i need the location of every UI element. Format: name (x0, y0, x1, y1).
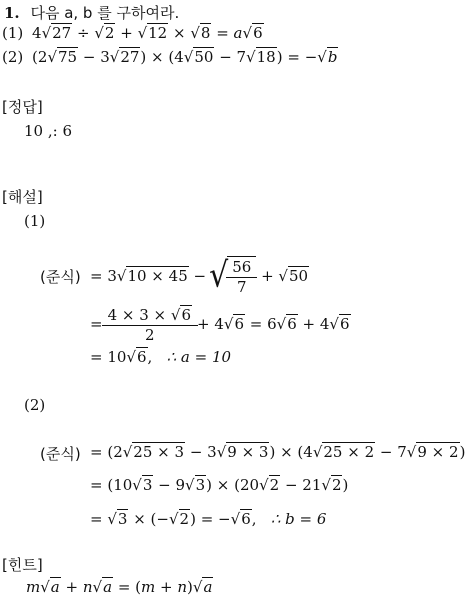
solution-part2-given-label: (준식) (40, 445, 81, 463)
problem-statement: 다음 a, b 를 구하여라. (30, 4, 180, 22)
answer-heading: [정답] (2, 98, 43, 116)
solution-part2-label: (2) (24, 396, 46, 414)
problem-item-2 (2, 48, 338, 66)
solution-part1-step1: = 3√10 × 45 − √ $\frac{56}{7}$ + √50 (90, 255, 309, 296)
problem-number: 1. (4, 4, 20, 22)
problem-item-1-expr: 4√27 ÷ √2 + √12 × √8 = a√6 (32, 24, 263, 42)
problem-item-1 (2, 24, 264, 42)
hint-heading: [힌트] (2, 556, 43, 574)
solution-part1-result: ∴ a = 10 (166, 348, 232, 366)
solution-part1-step2: = $\frac{4 \times 3 \times √6}{2}$ + 4√6 = 6√6 + 4√6 (90, 305, 350, 344)
solution-part2-step1: = (2√25 × 3 − 3√9 × 3) × (4√25 × 2 − 7√9 × 2) (90, 443, 465, 461)
answer-text: 10 ,: 6 (24, 122, 72, 140)
problem-item-2-expr: (2√75 − 3√27) × (4√50 − 7√18) = −√b (32, 48, 338, 66)
solution-heading: [해설] (2, 188, 43, 206)
hint-formula: m√a + n√a = (m + n)√a (26, 578, 213, 596)
solution-part2-result: ∴ b = 6 (270, 510, 327, 528)
solution-part2-step2: = (10√3 − 9√3) × (20√2 − 21√2) (90, 476, 349, 494)
solution-part1-label: (1) (24, 212, 46, 230)
problem-item-1-label: (1) (2, 24, 24, 42)
problem-item-2-label: (2) (2, 48, 24, 66)
problem-header (4, 2, 179, 23)
solution-part1-step3: = 10√6, ∴ a = 10 (90, 348, 232, 366)
solution-part1-given-label: (준식) (40, 268, 81, 286)
solution-part2-step3: = √3 × (−√2) = −√6, ∴ b = 6 (90, 510, 327, 528)
